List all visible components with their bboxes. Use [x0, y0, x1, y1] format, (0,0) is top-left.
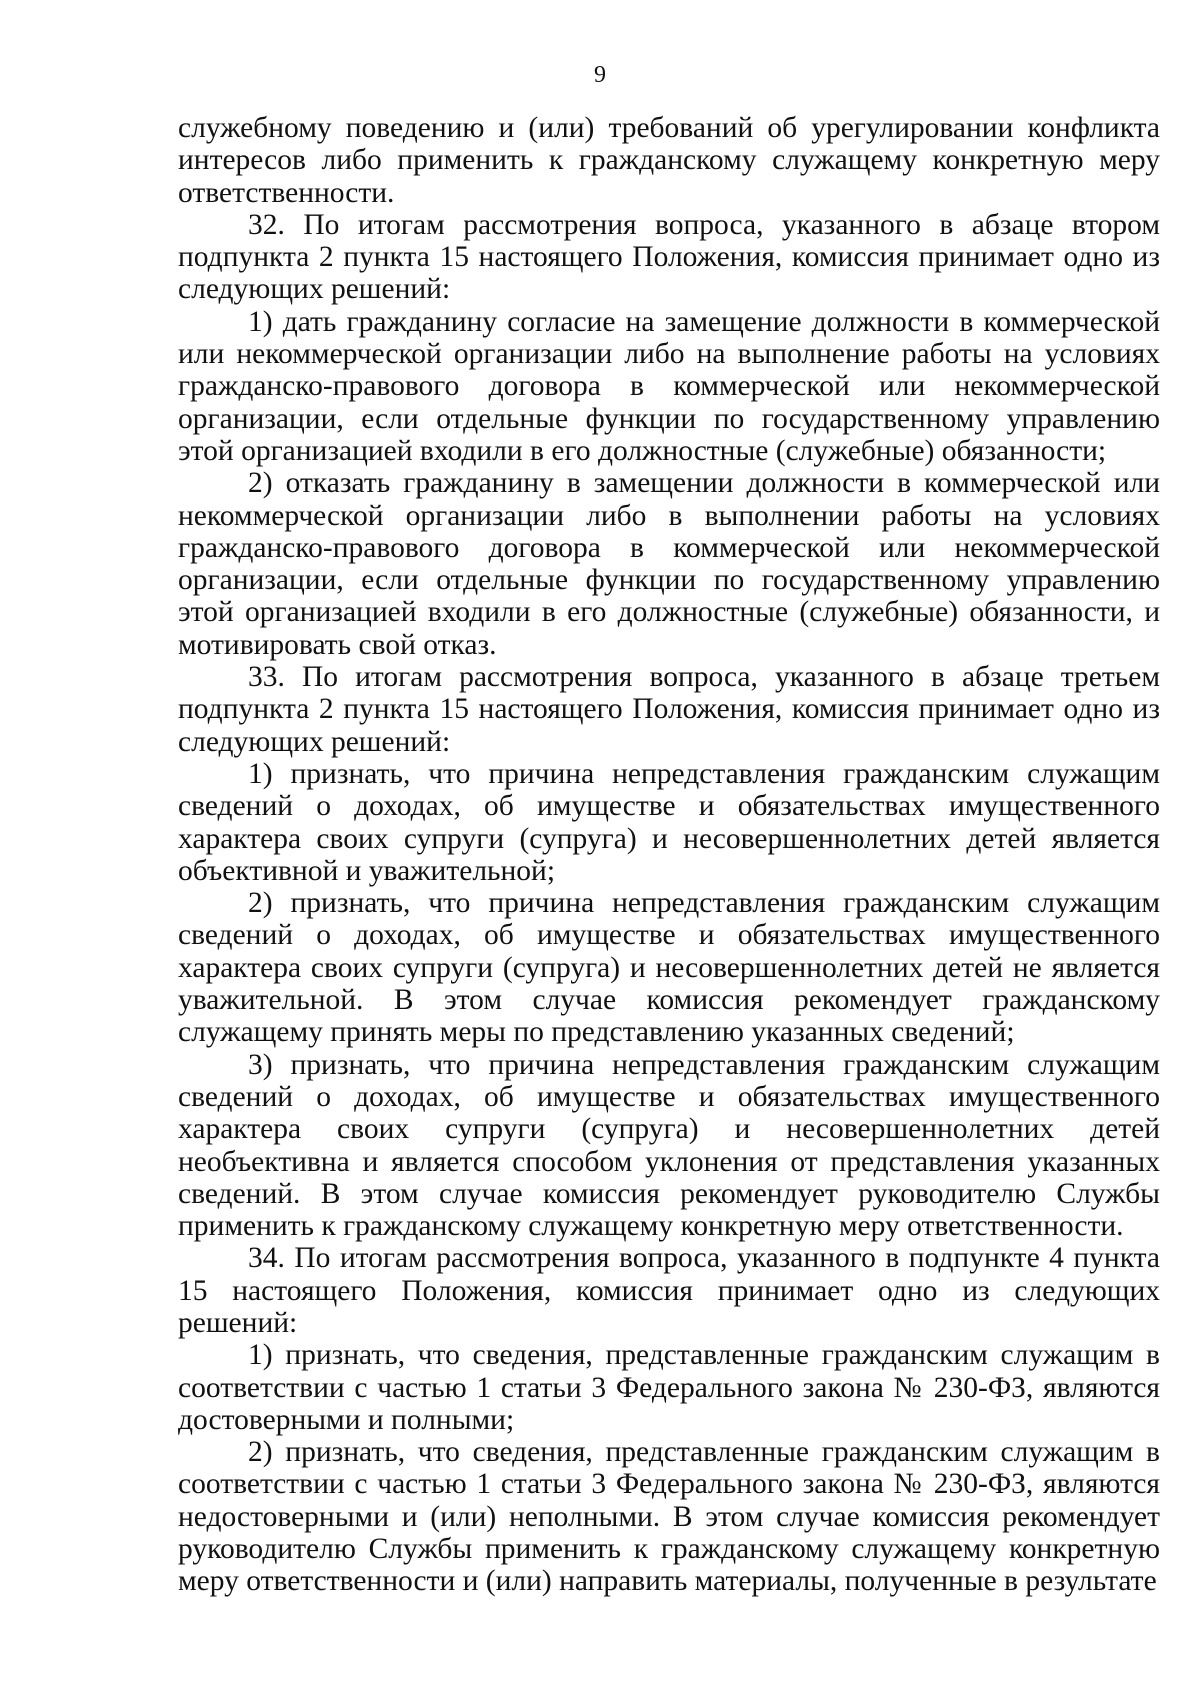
paragraph-item-34-2: 2) признать, что сведения, представленные гражданским служащим в соответствии с частью 1 статьи 3 Федерального закона № 230-ФЗ, являются недостоверными и (или) неполными. В этом случае комиссия рекомендует руководителю Службы применить к гражданскому служащему конкретную меру ответственности и (или) направить материалы, полученные в результате [178, 1436, 1160, 1598]
paragraph-item-33-1: 1) признать, что причина непредставления гражданским служащим сведений о доходах, об имуществе и обязательствах имущественного характера своих супруги (супруга) и несовершеннолетних детей является объективной и уважительной; [178, 757, 1160, 887]
paragraph-item-33-3: 3) признать, что причина непредставления гражданским служащим сведений о доходах, об имуществе и обязательствах имущественного характера своих супруги (супруга) и несовершеннолетних детей необъективна и является способом уклонения от представления указанных сведений. В этом случае комиссия рекомендует руководителю Службы применить к гражданскому служащему конкретную меру ответственности. [178, 1048, 1160, 1243]
paragraph-continuation: служебному поведению и (или) требований об урегулировании конфликта интересов либо применить к гражданскому служащему конкретную меру ответственности. [178, 112, 1160, 209]
document-body [178, 112, 1160, 1598]
paragraph-item-32-2: 2) отказать гражданину в замещении должности в коммерческой или некоммерческой организации либо в выполнении работы на условиях гражданско-правового договора в коммерческой или некоммерческой организации, если отдельные функции по государственному управлению этой организацией входили в его должностные (служебные) обязанности, и мотивировать свой отказ. [178, 467, 1160, 661]
paragraph-item-33-2: 2) признать, что причина непредставления гражданским служащим сведений о доходах, об имуществе и обязательствах имущественного характера своих супруги (супруга) и несовершеннолетних детей не является уважительной. В этом случае комиссия рекомендует гражданскому служащему принять меры по представлению указанных сведений; [178, 887, 1160, 1049]
page-number: 9 [594, 62, 606, 88]
paragraph-item-33: 33. По итогам рассмотрения вопроса, указанного в абзаце третьем подпункта 2 пункта 15 настоящего Положения, комиссия принимает одно из следующих решений: [178, 661, 1160, 758]
paragraph-item-32: 32. По итогам рассмотрения вопроса, указанного в абзаце втором подпункта 2 пункта 15 настоящего Положения, комиссия принимает одно из следующих решений: [178, 208, 1160, 306]
paragraph-item-34-1: 1) признать, что сведения, представленные гражданским служащим в соответствии с частью 1 статьи 3 Федерального закона № 230-ФЗ, являются достоверными и полными; [178, 1339, 1160, 1436]
paragraph-item-34: 34. По итогам рассмотрения вопроса, указанного в подпункте 4 пункта 15 настоящего Положения, комиссия принимает одно из следующих решений: [178, 1242, 1160, 1339]
paragraph-item-32-1: 1) дать гражданину согласие на замещение должности в коммерческой или некоммерческой организации либо на выполнение работы на условиях гражданско-правового договора в коммерческой или некоммерческой организации, если отдельные функции по государственному управлению этой организацией входили в его должностные (служебные) обязанности; [178, 305, 1160, 467]
